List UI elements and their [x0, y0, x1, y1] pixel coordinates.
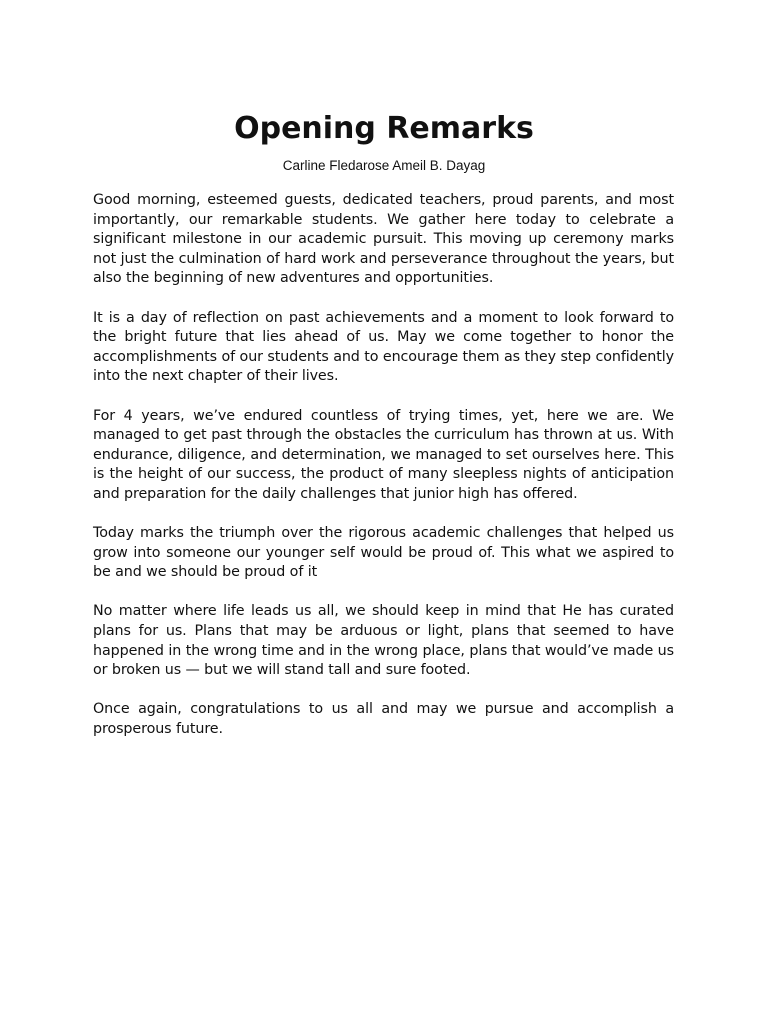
paragraph-2: It is a day of reflection on past achievements and a moment to look forward to the bright future that lies ahead of us. May we come together to honor the accomplishments of our students and to encourage them as they step confidently into the next chapter of their lives.: [93, 309, 674, 385]
paragraph-1: Good morning, esteemed guests, dedicated teachers, proud parents, and most importantly, our remarkable students. We gather here today to celebrate a significant milestone in our academic pursuit. This moving up ceremony marks not just the culmination of hard work and perseverance throughout the years, but also the beginning of new adventures and opportunities.: [93, 192, 674, 287]
paragraph-3: For 4 years, we’ve endured countless of trying times, yet, here we are. We managed to get past through the obstacles the curriculum has thrown at us. With endurance, diligence, and determination, we managed to set ourselves here. This is the height of our success, the product of many sleepless nights of anticipation and preparation for the daily challenges that junior high has offered.: [93, 407, 674, 502]
page-title: Opening Remarks: [234, 111, 534, 146]
paragraph-4: Today marks the triumph over the rigorous academic challenges that helped us grow into someone our younger self would be proud of. This what we aspired to be and we should be proud of it: [93, 525, 674, 581]
author-name: Carline Fledarose Ameil B. Dayag: [282, 158, 486, 173]
paragraph-6: Once again, congratulations to us all and may we pursue and accomplish a prosperous future.: [93, 701, 674, 738]
document-body: [93, 191, 674, 759]
paragraph-5: No matter where life leads us all, we should keep in mind that He has curated plans for us. Plans that may be arduous or light, plans that seemed to have happened in the wrong time and in the wrong place, plans that would’ve made us or broken us — but we will stand tall and sure footed.: [93, 603, 674, 679]
